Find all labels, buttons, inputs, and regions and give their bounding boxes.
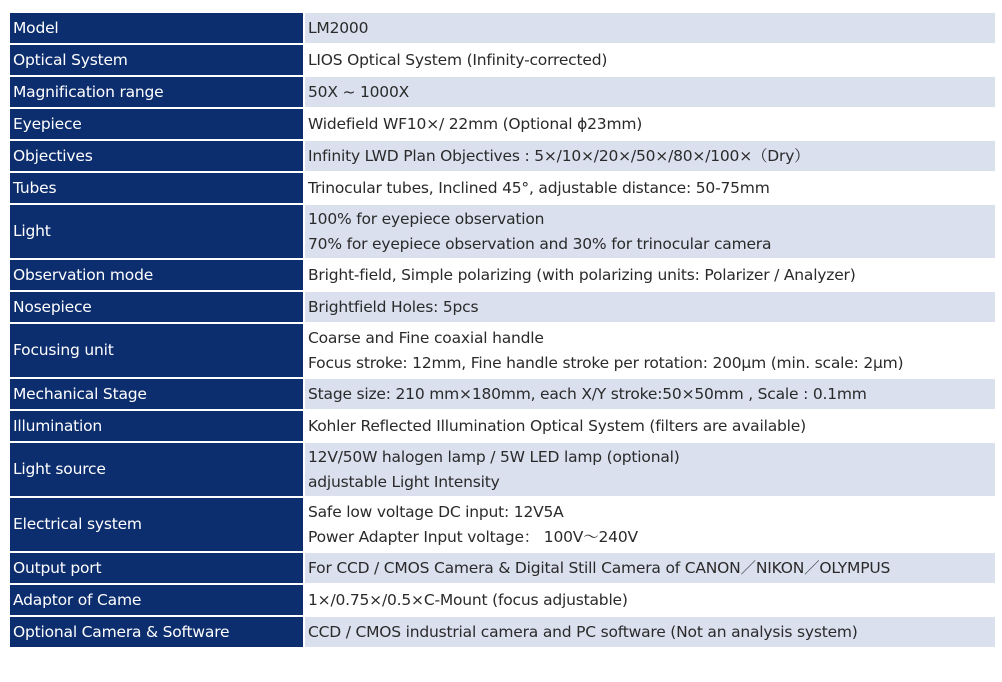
spec-value-line: LM2000	[308, 18, 369, 37]
spec-row	[9, 497, 996, 552]
spec-value-line: 1×/0.75×/0.5×C-Mount (focus adjustable)	[308, 590, 628, 609]
spec-value-line: Stage size: 210 mm×180mm, each X/Y stroke:50×50mm , Scale : 0.1mm	[308, 384, 867, 403]
spec-value	[304, 172, 996, 204]
spec-row	[9, 108, 996, 140]
spec-value-line: 100% for eyepiece observation	[308, 209, 545, 228]
spec-label: Light	[9, 204, 304, 259]
spec-value-line: Safe low voltage DC input: 12V5A	[308, 502, 564, 521]
spec-label: Optical System	[9, 44, 304, 76]
spec-label: Focusing unit	[9, 323, 304, 378]
spec-value	[304, 140, 996, 172]
spec-label: Model	[9, 12, 304, 44]
spec-row	[9, 140, 996, 172]
spec-table	[8, 11, 997, 649]
spec-value-line: adjustable Light Intensity	[308, 472, 500, 491]
spec-label: Electrical system	[9, 497, 304, 552]
spec-row	[9, 44, 996, 76]
spec-row	[9, 291, 996, 323]
spec-label: Nosepiece	[9, 291, 304, 323]
spec-value	[304, 44, 996, 76]
spec-value	[304, 108, 996, 140]
spec-value	[304, 584, 996, 616]
spec-label: Eyepiece	[9, 108, 304, 140]
spec-row	[9, 616, 996, 648]
spec-label: Tubes	[9, 172, 304, 204]
spec-row	[9, 442, 996, 497]
spec-value	[304, 410, 996, 442]
spec-value	[304, 76, 996, 108]
spec-value	[304, 259, 996, 291]
spec-value	[304, 552, 996, 584]
spec-value	[304, 291, 996, 323]
spec-row	[9, 12, 996, 44]
spec-value	[304, 378, 996, 410]
spec-value-line: Focus stroke: 12mm, Fine handle stroke per rotation: 200μm (min. scale: 2μm)	[308, 353, 904, 372]
spec-row	[9, 323, 996, 378]
spec-label: Magnification range	[9, 76, 304, 108]
spec-label: Light source	[9, 442, 304, 497]
spec-label: Illumination	[9, 410, 304, 442]
spec-value-line: LIOS Optical System (Infinity-corrected)	[308, 50, 608, 69]
spec-value-line: Trinocular tubes, Inclined 45°, adjustable distance: 50-75mm	[308, 178, 770, 197]
spec-row	[9, 76, 996, 108]
spec-value-line: Widefield WF10×/ 22mm (Optional ϕ23mm)	[308, 114, 643, 133]
spec-value-line: Coarse and Fine coaxial handle	[308, 328, 544, 347]
spec-value	[304, 497, 996, 552]
spec-value-line: 70% for eyepiece observation and 30% for trinocular camera	[308, 234, 772, 253]
spec-value	[304, 616, 996, 648]
spec-value-line: Bright-field, Simple polarizing (with polarizing units: Polarizer / Analyzer)	[308, 265, 856, 284]
spec-row	[9, 552, 996, 584]
spec-label: Observation mode	[9, 259, 304, 291]
spec-row	[9, 204, 996, 259]
spec-label: Adaptor of Came	[9, 584, 304, 616]
spec-row	[9, 378, 996, 410]
spec-row	[9, 172, 996, 204]
spec-value-line: 50X ~ 1000X	[308, 82, 410, 101]
spec-table-body	[9, 12, 996, 648]
spec-value-line: Infinity LWD Plan Objectives : 5×/10×/20×/50×/80×/100×（Dry）	[308, 146, 810, 165]
spec-label: Optional Camera & Software	[9, 616, 304, 648]
spec-value-line: 12V/50W halogen lamp / 5W LED lamp (optional)	[308, 447, 680, 466]
spec-value-line: For CCD / CMOS Camera & Digital Still Camera of CANON／NIKON／OLYMPUS	[308, 558, 891, 577]
spec-row	[9, 584, 996, 616]
spec-row	[9, 410, 996, 442]
spec-value-line: Brightfield Holes: 5pcs	[308, 297, 479, 316]
spec-label: Mechanical Stage	[9, 378, 304, 410]
spec-value-line: Power Adapter Input voltage： 100V～240V	[308, 527, 638, 546]
spec-value-line: CCD / CMOS industrial camera and PC software (Not an analysis system)	[308, 622, 858, 641]
spec-value	[304, 12, 996, 44]
spec-value	[304, 323, 996, 378]
spec-label: Objectives	[9, 140, 304, 172]
spec-value-line: Kohler Reflected Illumination Optical System (filters are available)	[308, 416, 806, 435]
spec-value	[304, 204, 996, 259]
spec-value	[304, 442, 996, 497]
spec-label: Output port	[9, 552, 304, 584]
spec-row	[9, 259, 996, 291]
